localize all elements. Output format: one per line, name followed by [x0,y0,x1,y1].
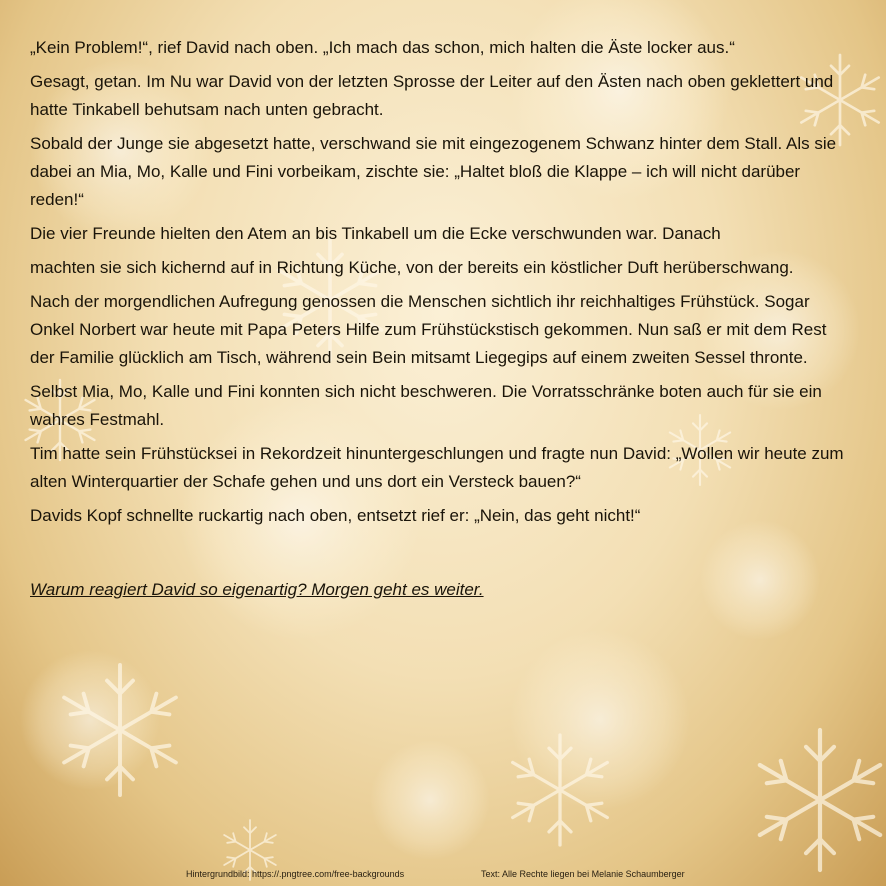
paragraph: Tim hatte sein Frühstücksei in Rekordzeit hinuntergeschlungen und fragte nun David: „Wollen wir heute zum alten Winterquartier der Schafe gehen und uns dort ein Versteck bauen?“ [30,444,844,491]
paragraph: machten sie sich kichernd auf in Richtung Küche, von der bereits ein köstlicher Duft herüberschwang. [30,258,794,277]
paragraph: Davids Kopf schnellte ruckartig nach oben, entsetzt rief er: „Nein, das geht nicht!“ [30,506,641,525]
paragraph: Sobald der Junge sie abgesetzt hatte, verschwand sie mit eingezogenem Schwanz hinter dem Stall. Als sie dabei an Mia, Mo, Kalle und Fini vorbeikam, zischte sie: „Haltet bloß die Klappe – ich will nicht darüber reden!“ [30,134,837,209]
closing-question: Warum reagiert David so eigenartig? Morgen geht es weiter. [30,580,484,599]
story-text [30,34,850,610]
paragraph: Gesagt, getan. Im Nu war David von der letzten Sprosse der Leiter auf den Ästen nach oben geklettert und hatte Tinkabell behutsam nach unten gebracht. [30,72,834,119]
paragraph: Selbst Mia, Mo, Kalle und Fini konnten sich nicht beschweren. Die Vorratsschränke boten auch für sie ein wahres Festmahl. [30,382,822,429]
paragraph: Nach der morgendlichen Aufregung genossen die Menschen sichtlich ihr reichhaltiges Frühstück. Sogar Onkel Norbert war heute mit Papa Peters Hilfe zum Frühstückstisch gekommen. Nun saß er mit dem Rest der Familie glücklich am Tisch, während sein Bein mitsamt Liegegips auf einem zweiten Sessel thronte. [30,292,827,367]
paragraph: „Kein Problem!“, rief David nach oben. „Ich mach das schon, mich halten die Äste locker aus.“ [30,38,735,57]
paragraph: Die vier Freunde hielten den Atem an bis Tinkabell um die Ecke verschwunden war. Danach [30,224,721,243]
background-credit: Hintergrundbild: https://.pngtree.com/free-backgrounds [186,869,405,879]
text-credit: Text: Alle Rechte liegen bei Melanie Schaumberger [481,869,685,879]
